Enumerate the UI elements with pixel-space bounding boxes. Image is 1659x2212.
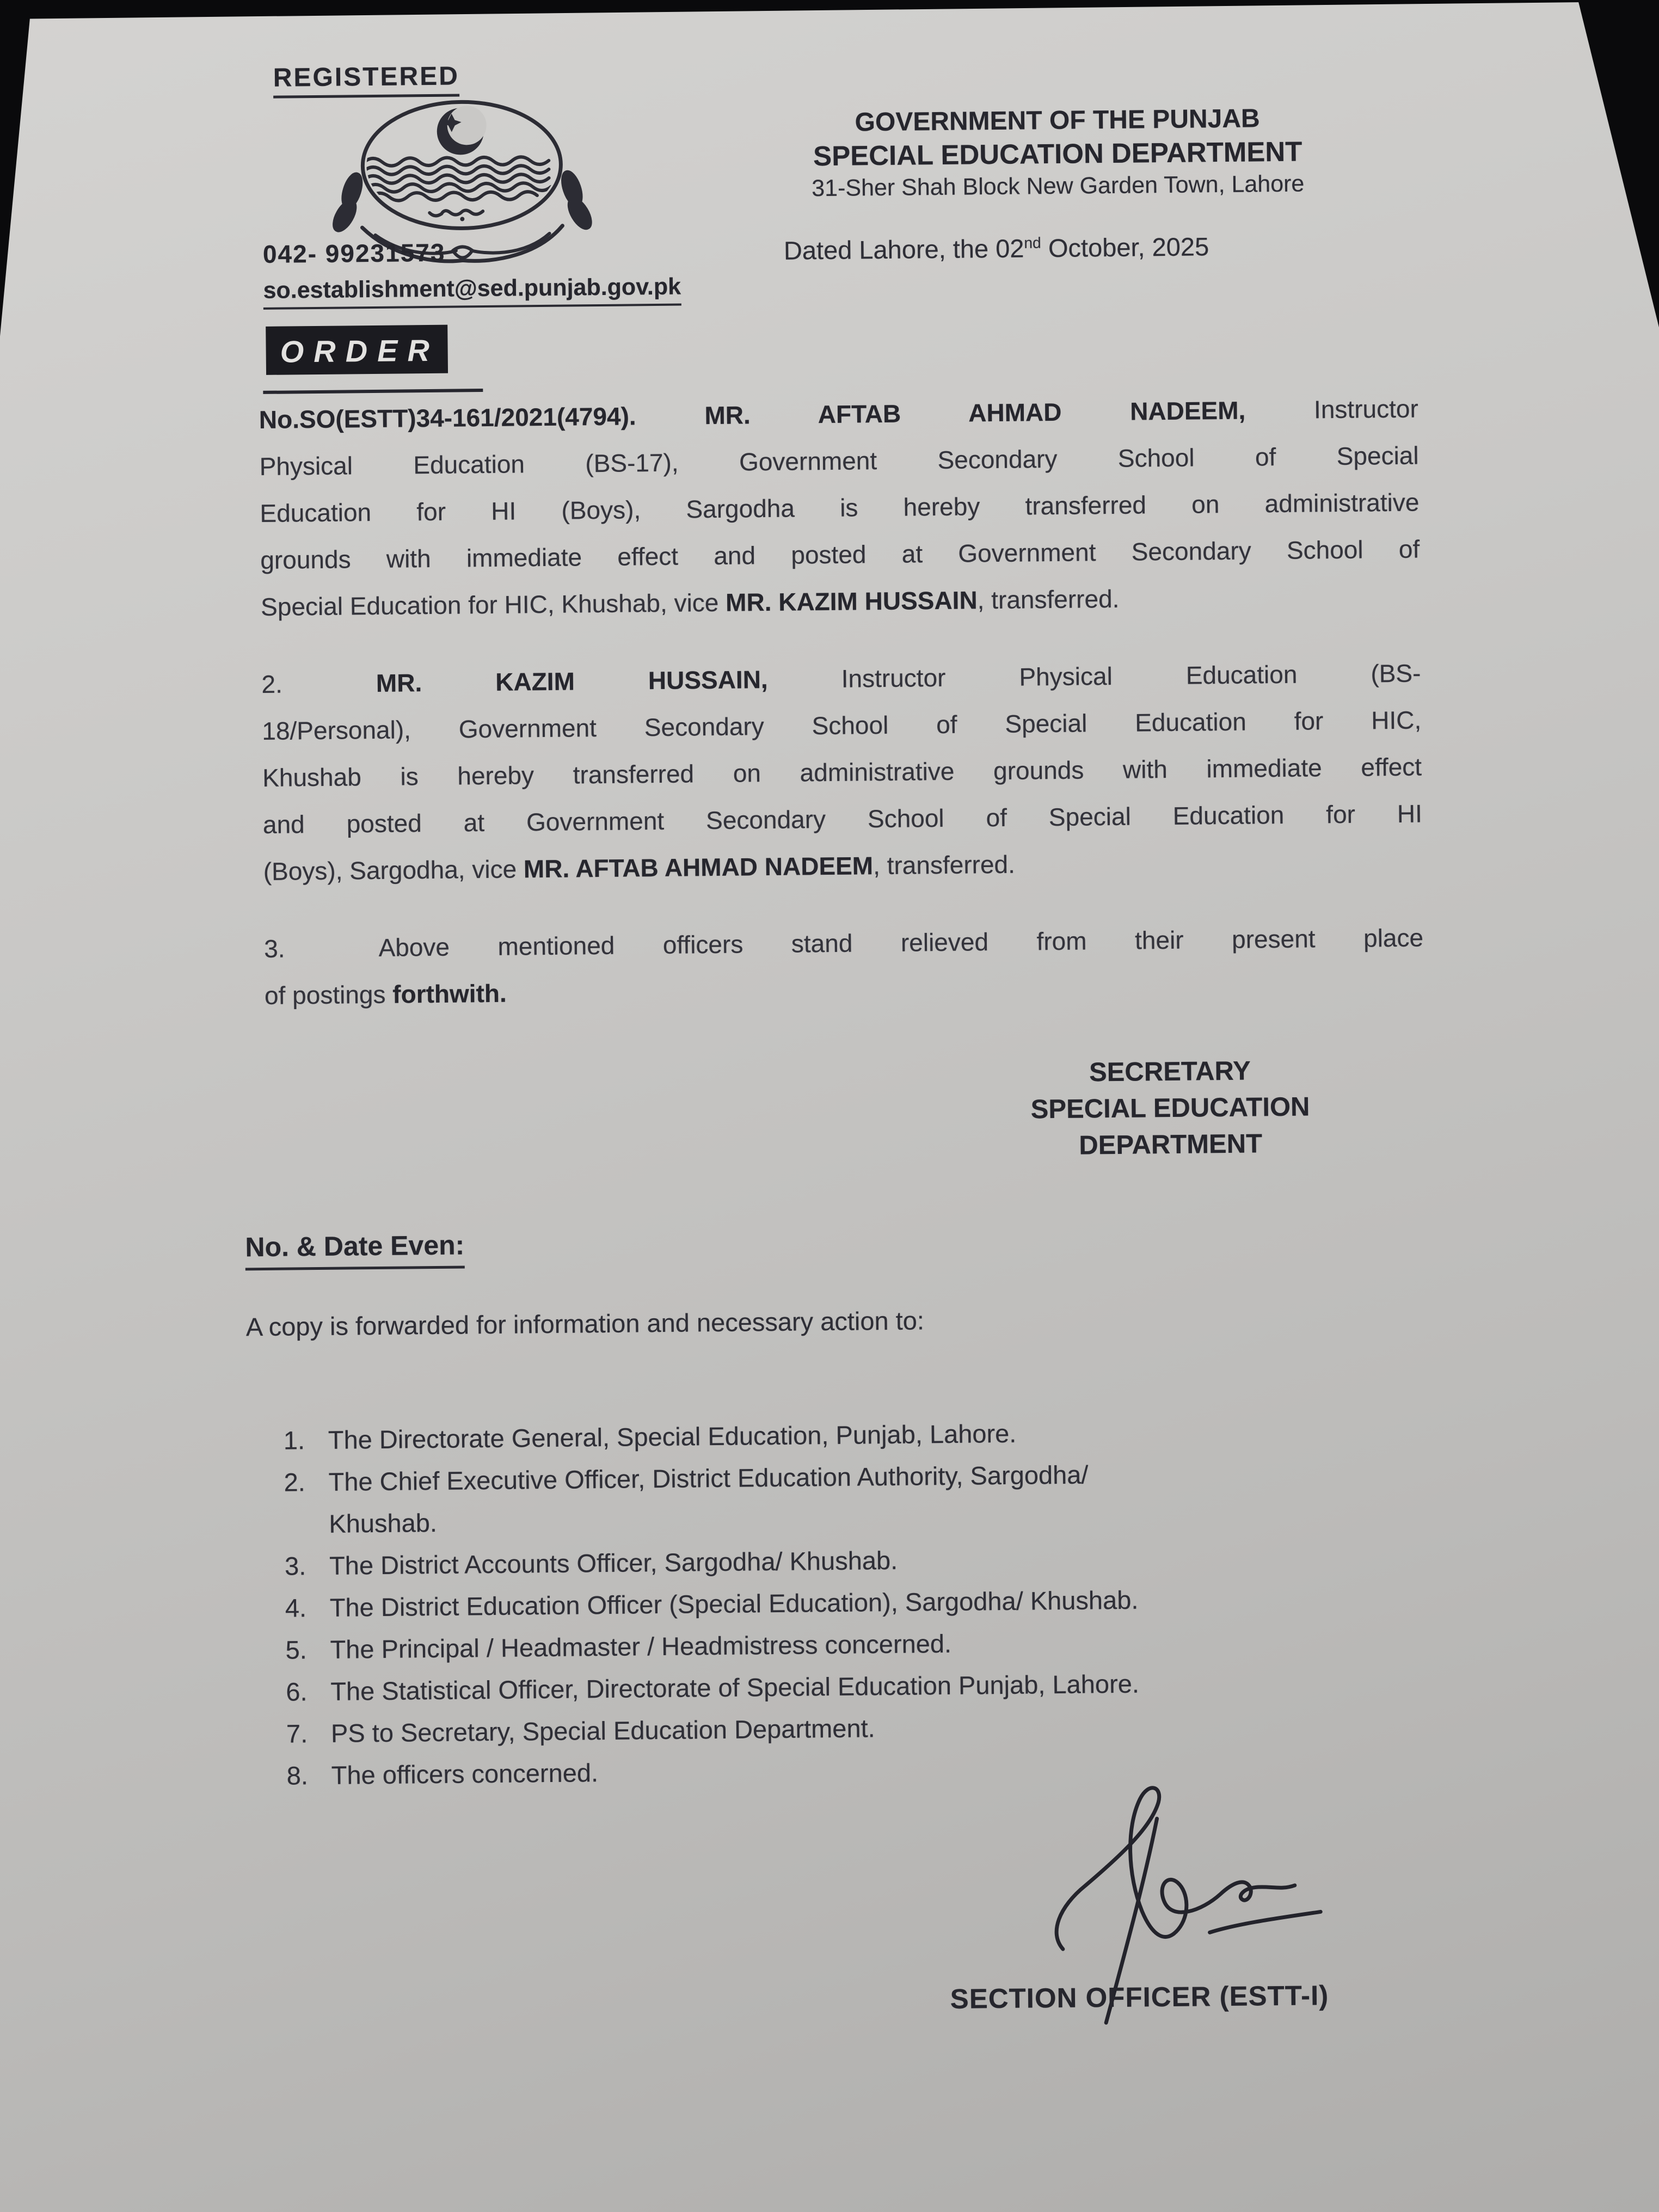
section-officer-title: SECTION OFFICER (ESTT-I) bbox=[950, 1980, 1329, 2014]
department-title: SPECIAL EDUCATION DEPARTMENT bbox=[813, 136, 1302, 172]
paragraph-line: (Boys), Sargodha, vice MR. AFTAB AHMAD NADEEM, transferred. bbox=[263, 850, 1016, 886]
paragraph-line: and posted at Government Secondary School of Special Education for HI bbox=[262, 799, 1423, 839]
paragraph-2 bbox=[261, 650, 1423, 895]
phone-number: 042- 99231573 bbox=[262, 238, 446, 268]
signoff-line: DEPARTMENT bbox=[1079, 1129, 1263, 1160]
date-line: Dated Lahore, the 02nd October, 2025 bbox=[783, 232, 1209, 265]
copy-forwarded-line: A copy is forwarded for information and necessary action to: bbox=[245, 1306, 925, 1342]
paragraph-line: Education for HI (Boys), Sargodha is hereby transferred on administrative bbox=[260, 488, 1420, 527]
order-heading: ORDER bbox=[266, 325, 448, 375]
recipient-list bbox=[283, 1408, 1473, 1797]
no-and-date-heading: No. & Date Even: bbox=[245, 1229, 465, 1270]
department-header bbox=[741, 101, 1374, 204]
paragraph-line: Special Education for HIC, Khushab, vice MR. KAZIM HUSSAIN, transferred. bbox=[260, 584, 1120, 621]
recipient-row-1: 1. The Directorate General, Special Education, Punjab, Lahore. bbox=[283, 1418, 1017, 1455]
secretary-signoff bbox=[968, 1052, 1372, 1165]
signoff-line: SECRETARY bbox=[1089, 1056, 1251, 1087]
recipient-row-7: 7. PS to Secretary, Special Education Department. bbox=[286, 1713, 875, 1748]
recipient-row-2-wrap: Khushab. bbox=[329, 1508, 438, 1538]
paragraph-line: Khushab is hereby transferred on administrative grounds with immediate effect bbox=[262, 752, 1422, 792]
date-ordinal: nd bbox=[1024, 234, 1041, 251]
recipient-row-5: 5. The Principal / Headmaster / Headmistress concerned. bbox=[285, 1629, 952, 1664]
recipient-row-4: 4. The District Education Officer (Special Education), Sargodha/ Khushab. bbox=[285, 1585, 1139, 1623]
paragraph-1 bbox=[259, 385, 1420, 630]
recipient-row-2: 2. The Chief Executive Officer, District Education Authority, Sargodha/ bbox=[284, 1460, 1089, 1497]
paragraph-line: of postings forthwith. bbox=[264, 979, 507, 1010]
recipient-row-6: 6. The Statistical Officer, Directorate of Special Education Punjab, Lahore. bbox=[286, 1669, 1140, 1706]
department-address: 31-Sher Shah Block New Garden Town, Lahore bbox=[812, 170, 1305, 202]
paragraph-line: 3. Above mentioned officers stand relieved from their present place bbox=[263, 923, 1424, 963]
paragraph-3 bbox=[264, 914, 1424, 1019]
paragraph-line: 2. MR. KAZIM HUSSAIN, Instructor Physical Education (BS- bbox=[261, 659, 1421, 698]
government-title: GOVERNMENT OF THE PUNJAB bbox=[855, 104, 1260, 137]
recipient-row-8: 8. The officers concerned. bbox=[286, 1758, 599, 1790]
paragraph-line: No.SO(ESTT)34-161/2021(4794). MR. AFTAB AHMAD NADEEM, Instructor bbox=[259, 394, 1418, 434]
signoff-line: SPECIAL EDUCATION bbox=[1030, 1092, 1310, 1125]
registered-stamp: REGISTERED bbox=[273, 61, 460, 98]
paragraph-line: 18/Personal), Government Secondary School of Special Education for HIC, bbox=[262, 705, 1422, 745]
order-heading-underline bbox=[263, 389, 483, 394]
email-address: so.establishment@sed.punjab.gov.pk bbox=[263, 274, 681, 310]
paragraph-line: grounds with immediate effect and posted at Government Secondary School of bbox=[260, 534, 1420, 574]
recipient-row-3: 3. The District Accounts Officer, Sargodha/ Khushab. bbox=[284, 1545, 898, 1581]
paragraph-line: Physical Education (BS-17), Government Secondary School of Special bbox=[259, 441, 1419, 481]
